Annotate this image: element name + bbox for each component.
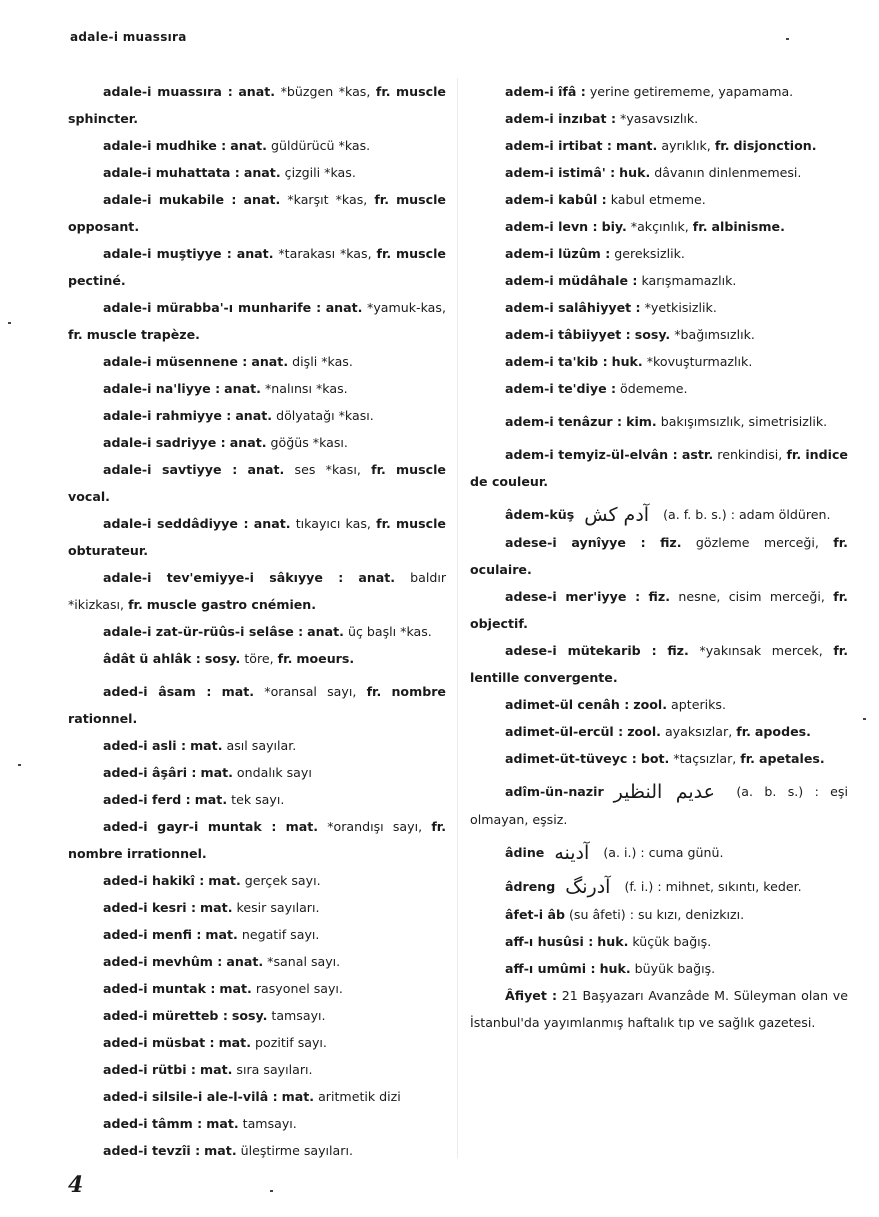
headword: adem-i îfâ : [505, 84, 586, 99]
definition-text: nesne, cisim merceği, [678, 589, 825, 604]
definition-text: *akçınlık, [630, 219, 689, 234]
dictionary-entry [470, 408, 848, 435]
headword: adale-i seddâdiyye : [103, 516, 249, 531]
headword: aff-ı umûmi : [505, 961, 596, 976]
headword: aded-i tevzîi : [103, 1143, 201, 1158]
domain-abbreviation: mat. [205, 927, 238, 942]
definition-text: *orandışı sayı, [327, 819, 423, 834]
dictionary-entry [470, 839, 848, 867]
headword: aded-i muntak : [103, 981, 216, 996]
language-marker: fr. [366, 684, 382, 699]
domain-abbreviation: anat. [224, 381, 261, 396]
definition-text: göğüs *kası. [270, 435, 348, 450]
language-marker: fr. [833, 535, 848, 550]
dictionary-entry [470, 159, 848, 186]
domain-abbreviation: huk. [619, 165, 651, 180]
dictionary-entry [470, 321, 848, 348]
french-term: muscle sphincter. [68, 84, 446, 126]
headword: adimet-ül-ercül : [505, 724, 624, 739]
headword: adale-i muştiyye : [103, 246, 232, 261]
definition-text: kesir sayıları. [236, 900, 320, 915]
domain-abbreviation: astr. [681, 447, 714, 462]
domain-abbreviation: mat. [200, 900, 233, 915]
definition-text: karışmamazlık. [641, 273, 737, 288]
dictionary-entry [470, 745, 848, 772]
definition-text: (a. i.) : cuma günü. [603, 845, 724, 860]
definition-text: aritmetik dizi [318, 1089, 401, 1104]
definition-text: gerçek sayı. [244, 873, 321, 888]
definition-text: bakışımsızlık, simetrisizlik. [660, 414, 828, 429]
domain-abbreviation: anat. [235, 408, 273, 423]
language-marker: fr. [692, 219, 708, 234]
dictionary-entry [68, 975, 446, 1002]
domain-abbreviation: bot. [640, 751, 670, 766]
headword: adem-i temyiz-ül-elvân : [505, 447, 678, 462]
definition-text: *karşıt *kas, [287, 192, 368, 207]
definition-text: ondalık sayı [236, 765, 312, 780]
headword: aded-i rütbi : [103, 1062, 196, 1077]
dictionary-entry [470, 583, 848, 637]
headword: adale-i zat-ür-rüûs-i selâse : [103, 624, 304, 639]
definition-text: üç başlı *kas. [347, 624, 432, 639]
dictionary-entry [68, 456, 446, 510]
dictionary-entry [470, 441, 848, 495]
definition-text: *yakınsak mercek, [699, 643, 823, 658]
headword: adem-i lüzûm : [505, 246, 611, 261]
definition-text: dölyatağı *kası. [276, 408, 374, 423]
headword: adîm-ün-nazir [505, 784, 604, 799]
dictionary-entry [68, 867, 446, 894]
definition-text: *yasavsızlık. [620, 111, 699, 126]
dictionary-entry [68, 813, 446, 867]
dictionary-entry [470, 928, 848, 955]
language-marker: fr. [833, 643, 848, 658]
dictionary-entry [68, 78, 446, 132]
domain-abbreviation: mant. [615, 138, 658, 153]
definition-text: pozitif sayı. [255, 1035, 327, 1050]
scan-speck [8, 322, 11, 324]
language-marker: fr. [374, 192, 390, 207]
french-term: objectif. [470, 616, 528, 631]
language-marker: fr. [128, 597, 143, 612]
domain-abbreviation: anat. [247, 462, 285, 477]
domain-abbreviation: fiz. [660, 535, 682, 550]
dictionary-entry [470, 691, 848, 718]
scan-speck [18, 764, 21, 766]
headword: adem-i salâhiyyet : [505, 300, 641, 315]
right-column [470, 78, 848, 1036]
domain-abbreviation: anat. [243, 165, 281, 180]
domain-abbreviation: anat. [236, 246, 274, 261]
definition-text: *yetkisizlik. [644, 300, 717, 315]
headword: adem-i tâbiiyyet : [505, 327, 631, 342]
headword: adale-i mürabba'-ı munharife : [103, 300, 322, 315]
definition-text: küçük bağış. [632, 934, 712, 949]
language-marker: fr. [786, 447, 802, 462]
definition-text: ayaksızlar, [664, 724, 733, 739]
domain-abbreviation: fiz. [667, 643, 689, 658]
definition-text: tamsayı. [271, 1008, 326, 1023]
dictionary-entry [68, 759, 446, 786]
domain-abbreviation: huk. [611, 354, 643, 369]
dictionary-entry [68, 510, 446, 564]
domain-abbreviation: huk. [599, 961, 631, 976]
dictionary-entry [68, 786, 446, 813]
headword: adale-i mudhike : [103, 138, 227, 153]
dictionary-entry [68, 1056, 446, 1083]
headword: aded-i kesri : [103, 900, 197, 915]
definition-text: çizgili *kas. [284, 165, 356, 180]
dictionary-entry [68, 645, 446, 672]
dictionary-entry [470, 901, 848, 928]
domain-abbreviation: zool. [627, 724, 661, 739]
dictionary-entry [68, 159, 446, 186]
domain-abbreviation: anat. [226, 954, 264, 969]
definition-text: kabul etmeme. [610, 192, 706, 207]
domain-abbreviation: anat. [307, 624, 344, 639]
dictionary-entry [470, 982, 848, 1036]
language-marker: fr. [714, 138, 730, 153]
definition-text: dişli *kas. [292, 354, 353, 369]
headword: âdine [505, 845, 545, 860]
headword: adale-i tev'emiyye-i sâkıyye : [103, 570, 344, 585]
domain-abbreviation: mat. [190, 738, 223, 753]
dictionary-entry [68, 240, 446, 294]
dictionary-entry [68, 348, 446, 375]
headword: adale-i muhattata : [103, 165, 240, 180]
definition-text: asıl sayılar. [226, 738, 297, 753]
domain-abbreviation: mat. [208, 873, 241, 888]
language-marker: fr. [431, 819, 446, 834]
dictionary-entry [470, 718, 848, 745]
definition-text: apteriks. [671, 697, 726, 712]
domain-abbreviation: anat. [325, 300, 363, 315]
domain-abbreviation: mat. [218, 1035, 251, 1050]
headword: adem-i istimâ' : [505, 165, 616, 180]
domain-abbreviation: zool. [633, 697, 668, 712]
french-term: nombre rationnel. [68, 684, 446, 726]
definition-text: ödememe. [620, 381, 688, 396]
dictionary-entry [68, 132, 446, 159]
dictionary-entry [470, 501, 848, 529]
dictionary-entry [470, 186, 848, 213]
dictionary-entry [68, 294, 446, 348]
headword: adale-i savtiyye : [103, 462, 238, 477]
headword: adem-i levn : [505, 219, 598, 234]
dictionary-entry [470, 267, 848, 294]
definition-text: yerine getirememe, yapamama. [589, 84, 794, 99]
headword: adimet-ül cenâh : [505, 697, 630, 712]
definition-text: gereksizlik. [614, 246, 685, 261]
french-term: muscle pectiné. [68, 246, 446, 288]
definition-text: tıkayıcı kas, [295, 516, 371, 531]
language-marker: fr. [376, 516, 391, 531]
dictionary-entry [470, 132, 848, 159]
french-term: muscle gastro cnémien. [146, 597, 317, 612]
dictionary-entry [68, 948, 446, 975]
french-term: albinisme. [711, 219, 785, 234]
definition-text: ses *kası, [294, 462, 361, 477]
definition-text: *oransal sayı, [264, 684, 357, 699]
french-term: indice de couleur. [470, 447, 848, 489]
dictionary-entry [470, 240, 848, 267]
headword: aff-ı husûsi : [505, 934, 594, 949]
headword: âdreng [505, 879, 556, 894]
language-marker: fr. [736, 724, 751, 739]
dictionary-entry [470, 294, 848, 321]
dictionary-entry [68, 894, 446, 921]
dictionary-entry [470, 873, 848, 901]
language-marker: fr. [277, 651, 293, 666]
language-marker: fr. [376, 246, 392, 261]
language-marker: fr. [68, 327, 83, 342]
page-number: 4 [68, 1172, 84, 1198]
definition-text: güldürücü *kas. [271, 138, 371, 153]
headword: aded-i tâmm : [103, 1116, 203, 1131]
headword: aded-i âsam : [103, 684, 212, 699]
domain-abbreviation: mat. [221, 684, 255, 699]
domain-abbreviation: anat. [229, 435, 267, 450]
headword: adale-i sadriyye : [103, 435, 226, 450]
french-term: muscle trapèze. [86, 327, 200, 342]
dictionary-entry [470, 637, 848, 691]
definition-text: dâvanın dinlenmemesi. [654, 165, 802, 180]
headword: aded-i ferd : [103, 792, 191, 807]
scan-speck [270, 1190, 273, 1192]
definition-text: tek sayı. [231, 792, 285, 807]
definition-text: *sanal sayı. [267, 954, 341, 969]
headword: adimet-üt-tüveyc : [505, 751, 637, 766]
headword: adem-i kabûl : [505, 192, 607, 207]
headword: adese-i aynîyye : [505, 535, 646, 550]
dictionary-entry [68, 678, 446, 732]
definition-text: *bağımsızlık. [674, 327, 755, 342]
dictionary-entry [68, 1029, 446, 1056]
headword: aded-i silsile-i ale-l-vilâ : [103, 1089, 278, 1104]
dictionary-entry [68, 186, 446, 240]
definition-text: baldır *ikizkası, [68, 570, 446, 612]
domain-abbreviation: mat. [281, 1089, 315, 1104]
definition-text: negatif sayı. [241, 927, 320, 942]
french-term: disjonction. [733, 138, 817, 153]
dictionary-entry [68, 375, 446, 402]
arabic-script: عديم النظير [613, 781, 715, 803]
arabic-script: آدم کش [584, 504, 650, 526]
headword: aded-i mevhûm : [103, 954, 223, 969]
definition-text: üleştirme sayıları. [240, 1143, 353, 1158]
domain-abbreviation: sosy. [204, 651, 241, 666]
definition-text: *kovuşturmazlık. [646, 354, 753, 369]
headword: aded-i müretteb : [103, 1008, 228, 1023]
headword: adem-i te'diye : [505, 381, 617, 396]
domain-abbreviation: kim. [626, 414, 657, 429]
headword: adem-i ta'kib : [505, 354, 608, 369]
headword: aded-i âşâri : [103, 765, 197, 780]
definition-text: *taçsızlar, [673, 751, 737, 766]
arabic-script: آدرنگ [565, 876, 611, 898]
headword: aded-i menfi : [103, 927, 202, 942]
definition-text: rasyonel sayı. [255, 981, 343, 996]
headword: âfet-i âb [505, 907, 565, 922]
dictionary-entry [470, 348, 848, 375]
scan-speck [786, 38, 789, 40]
domain-abbreviation: huk. [597, 934, 629, 949]
language-marker: fr. [375, 84, 391, 99]
dictionary-entry [470, 375, 848, 402]
dictionary-entry [68, 921, 446, 948]
language-marker: fr. [371, 462, 386, 477]
domain-abbreviation: sosy. [634, 327, 671, 342]
definition-text: *yamuk-kas, [367, 300, 446, 315]
dictionary-entry [68, 564, 446, 618]
headword: adese-i mer'iyye : [505, 589, 641, 604]
dictionary-entry [68, 1137, 446, 1164]
domain-abbreviation: mat. [199, 1062, 233, 1077]
headword: adem-i inzıbat : [505, 111, 616, 126]
dictionary-entry [68, 618, 446, 645]
french-term: nombre irrationnel. [68, 846, 207, 861]
dictionary-entry [470, 105, 848, 132]
definition-text: tamsayı. [242, 1116, 297, 1131]
arabic-script: آدينه [554, 842, 590, 864]
french-term: apodes. [754, 724, 811, 739]
definition-text: *tarakası *kas, [278, 246, 372, 261]
headword: adese-i mütekarib : [505, 643, 657, 658]
dictionary-entry [470, 213, 848, 240]
domain-abbreviation: mat. [200, 765, 233, 780]
headword: adale-i müsennene : [103, 354, 248, 369]
left-column [68, 78, 446, 1164]
definition-text: 21 Başyazarı Avanzâde M. Süleyman olan ve İstanbul'da yayımlanmış haftalık tıp ve sağlık gazetesi. [470, 988, 848, 1030]
headword: Âfiyet : [505, 988, 558, 1003]
definition-text: (a. b. s.) : eşi olmayan, eşsiz. [470, 784, 848, 827]
dictionary-entry [68, 429, 446, 456]
language-marker: fr. [833, 589, 848, 604]
domain-abbreviation: mat. [285, 819, 319, 834]
definition-text: sıra sayıları. [236, 1062, 313, 1077]
french-term: muscle opposant. [68, 192, 446, 234]
domain-abbreviation: mat. [219, 981, 252, 996]
definition-text: (f. i.) : mihnet, sıkıntı, keder. [624, 879, 802, 894]
headword: adale-i na'liyye : [103, 381, 221, 396]
headword: âdât ü ahlâk : [103, 651, 201, 666]
domain-abbreviation: mat. [204, 1143, 237, 1158]
domain-abbreviation: sosy. [231, 1008, 268, 1023]
headword: adem-i tenâzur : [505, 414, 623, 429]
definition-text: gözleme merceği, [695, 535, 819, 550]
dictionary-entry [470, 529, 848, 583]
column-divider [457, 78, 458, 1158]
definition-text: töre, [244, 651, 274, 666]
french-term: oculaire. [470, 562, 532, 577]
domain-abbreviation: mat. [194, 792, 228, 807]
definition-text: ayrıklık, [661, 138, 711, 153]
domain-abbreviation: anat. [253, 516, 291, 531]
headword: aded-i müsbat : [103, 1035, 215, 1050]
scan-speck [863, 718, 866, 720]
headword: adale-i rahmiyye : [103, 408, 232, 423]
definition-text: renkindisi, [717, 447, 783, 462]
headword: aded-i hakikî : [103, 873, 205, 888]
french-term: lentille convergente. [470, 670, 618, 685]
headword: aded-i gayr-i muntak : [103, 819, 277, 834]
dictionary-entry [68, 402, 446, 429]
french-term: apetales. [758, 751, 825, 766]
headword: adem-i irtibat : [505, 138, 612, 153]
dictionary-entry [470, 778, 848, 833]
definition-text: büyük bağış. [634, 961, 716, 976]
headword: adale-i muassıra : [103, 84, 233, 99]
definition-text: *büzgen *kas, [280, 84, 371, 99]
definition-text: (a. f. b. s.) : adam öldüren. [663, 507, 831, 522]
domain-abbreviation: fiz. [648, 589, 670, 604]
domain-abbreviation: anat. [358, 570, 396, 585]
domain-abbreviation: anat. [238, 84, 276, 99]
dictionary-entry [68, 732, 446, 759]
definition-text: *nalınsı *kas. [264, 381, 348, 396]
dictionary-entry [470, 78, 848, 105]
definition-text: (su âfeti) : su kızı, denizkızı. [569, 907, 745, 922]
dictionary-entry [68, 1083, 446, 1110]
domain-abbreviation: anat. [230, 138, 267, 153]
headword: aded-i asli : [103, 738, 187, 753]
dictionary-entry [68, 1002, 446, 1029]
french-term: muscle vocal. [68, 462, 446, 504]
domain-abbreviation: mat. [206, 1116, 239, 1131]
running-head: adale-i muassıra [70, 30, 187, 44]
dictionary-entry [470, 955, 848, 982]
french-term: muscle obturateur. [68, 516, 446, 558]
domain-abbreviation: anat. [251, 354, 289, 369]
headword: adem-i müdâhale : [505, 273, 638, 288]
french-term: moeurs. [296, 651, 355, 666]
dictionary-entry [68, 1110, 446, 1137]
headword: âdem-küş [505, 507, 575, 522]
domain-abbreviation: anat. [243, 192, 281, 207]
language-marker: fr. [740, 751, 755, 766]
domain-abbreviation: biy. [601, 219, 627, 234]
headword: adale-i mukabile : [103, 192, 237, 207]
